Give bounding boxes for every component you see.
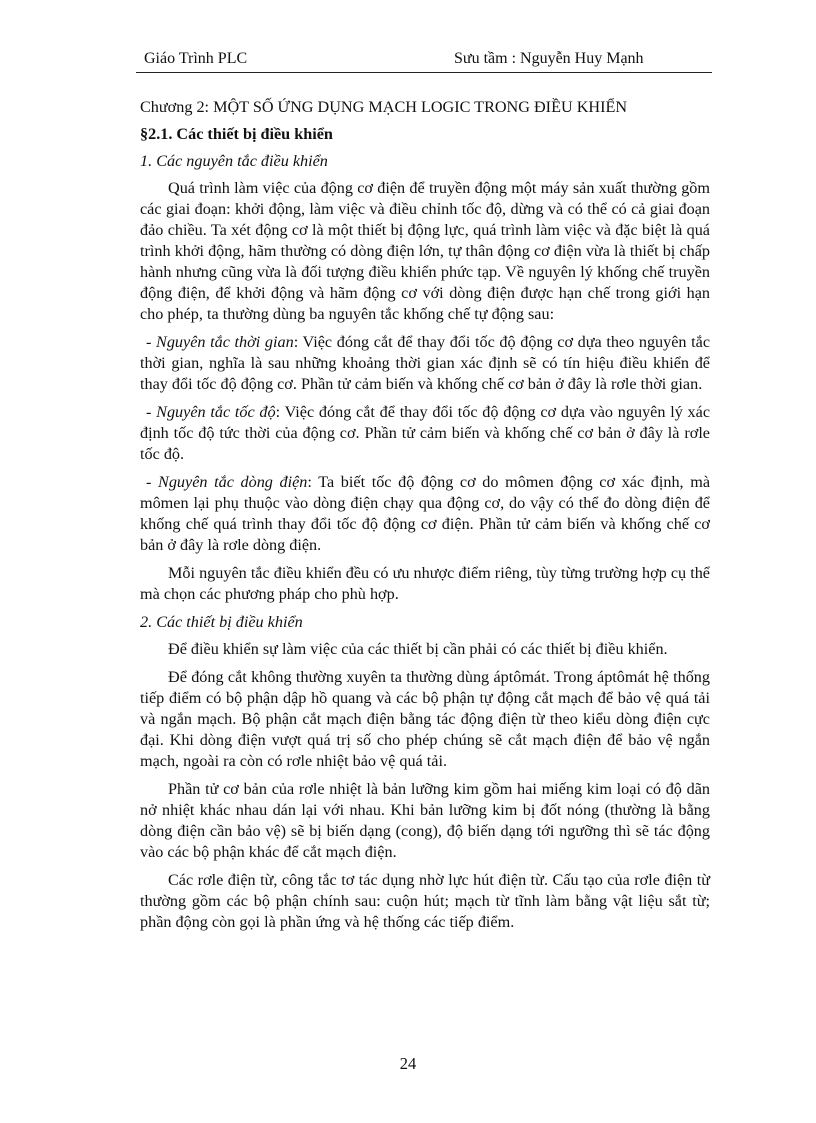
subsection-title-1: 1. Các nguyên tắc điều khiển bbox=[140, 152, 328, 170]
list-item-text: : Việc đóng cắt để thay đổi tốc độ động cơ dựa theo nguyên tắc thời gian, nghĩa là sau những khoảng thời gian xác định sẽ có tín hiệu điều khiển để thay đổi tốc độ động cơ. Phần tử cảm biến và khống chế cơ bản ở đây là rơle thời gian. bbox=[140, 333, 711, 393]
summary-paragraph: Mỗi nguyên tắc điều khiển đều có ưu nhược điểm riêng, tùy từng trường hợp cụ thể mà chọn các phương pháp cho phù hợp. bbox=[140, 564, 710, 603]
list-item-term: Nguyên tắc thời gian bbox=[156, 333, 294, 351]
list-item-text: : Việc đóng cắt để thay đổi tốc độ động cơ dựa vào nguyên lý xác định tốc độ tức thời của động cơ. Phần tử cảm biến và khống chế cơ bản ở đây là rơle tốc độ. bbox=[140, 403, 711, 463]
list-item bbox=[140, 332, 710, 395]
header-author: Sưu tầm : Nguyễn Huy Mạnh bbox=[454, 50, 644, 67]
section-title: §2.1. Các thiết bị điều khiển bbox=[140, 125, 333, 143]
list-item bbox=[140, 402, 710, 465]
intro-paragraph: Quá trình làm việc của động cơ điện để truyền động một máy sản xuất thường gồm các giai đoạn: khởi động, làm việc và điều chỉnh tốc độ, dừng và có thể có cả giai đoạn đảo chiều. Ta xét động cơ là một thiết bị động lực, quá trình làm việc và đặc biệt là quá trình khởi động, hãm thường có dòng điện lớn, tự thân động cơ điện vừa là thiết bị chấp hành nhưng cũng vừa là đối tượng điều khiển phức tạp. Về nguyên lý khống chế truyền động điện, để khởi động và hãm động cơ với dòng điện được hạn chế trong giới hạn cho phép, ta thường dùng ba nguyên tắc khống chế tự động sau: bbox=[140, 179, 710, 323]
page-header bbox=[136, 50, 712, 73]
list-item-term: Nguyên tắc dòng điện bbox=[158, 473, 308, 491]
body-paragraph: Để điều khiển sự làm việc của các thiết bị cần phải có các thiết bị điều khiển. bbox=[168, 640, 668, 658]
header-title: Giáo Trình PLC bbox=[144, 50, 248, 67]
body-paragraph: Phần tử cơ bản của rơle nhiệt là bản lưỡng kim gồm hai miếng kim loại có độ dãn nở nhiệt khác nhau dán lại với nhau. Khi bản lưỡng kim bị đốt nóng (thường là bằng dòng điện cần bảo vệ) sẽ bị biến dạng (cong), độ biến dạng tới ngưỡng thì sẽ tác động vào các bộ phận khác để cắt mạch điện. bbox=[140, 780, 710, 861]
body-paragraph: Để đóng cắt không thường xuyên ta thường dùng áptômát. Trong áptômát hệ thống tiếp điểm có bộ phận dập hồ quang và các bộ phận tự động cắt mạch để bảo vệ quá tải và ngắn mạch. Bộ phận cắt mạch điện bằng tác động điện từ theo kiểu dòng điện cực đại. Khi dòng điện vượt quá trị số cho phép chúng sẽ cắt mạch điện để bảo vệ ngắn mạch, ngoài ra còn có rơle nhiệt bảo vệ quá tải. bbox=[140, 668, 710, 770]
list-item-term: Nguyên tắc tốc độ bbox=[156, 403, 276, 421]
page-number: 24 bbox=[399, 1054, 417, 1073]
subsection-title-2: 2. Các thiết bị điều khiển bbox=[140, 613, 303, 631]
list-item bbox=[140, 472, 710, 556]
list-item-text: : Ta biết tốc độ động cơ do mômen động cơ xác định, mà mômen lại phụ thuộc vào dòng điện chạy qua động cơ, do vậy có thể đo dòng điện để khống chế quá trình thay đổi tốc độ động cơ điện. Phần tử cảm biến và khống chế cơ bản ở đây là rơle dòng điện. bbox=[140, 473, 711, 554]
list-item-prefix: - bbox=[146, 473, 159, 491]
page-body bbox=[140, 97, 710, 940]
body-paragraph: Các rơle điện từ, công tắc tơ tác dụng nhờ lực hút điện từ. Cấu tạo của rơle điện từ thường gồm các bộ phận chính sau: cuộn hút; mạch từ tĩnh làm bằng vật liệu sắt từ; phần động còn gọi là phần ứng và hệ thống các tiếp điểm. bbox=[140, 871, 710, 931]
chapter-title: Chương 2: MỘT SỐ ỨNG DỤNG MẠCH LOGIC TRONG ĐIỀU KHIỂN bbox=[140, 98, 628, 116]
list-item-prefix: - bbox=[146, 333, 157, 351]
list-item-prefix: - bbox=[146, 403, 157, 421]
